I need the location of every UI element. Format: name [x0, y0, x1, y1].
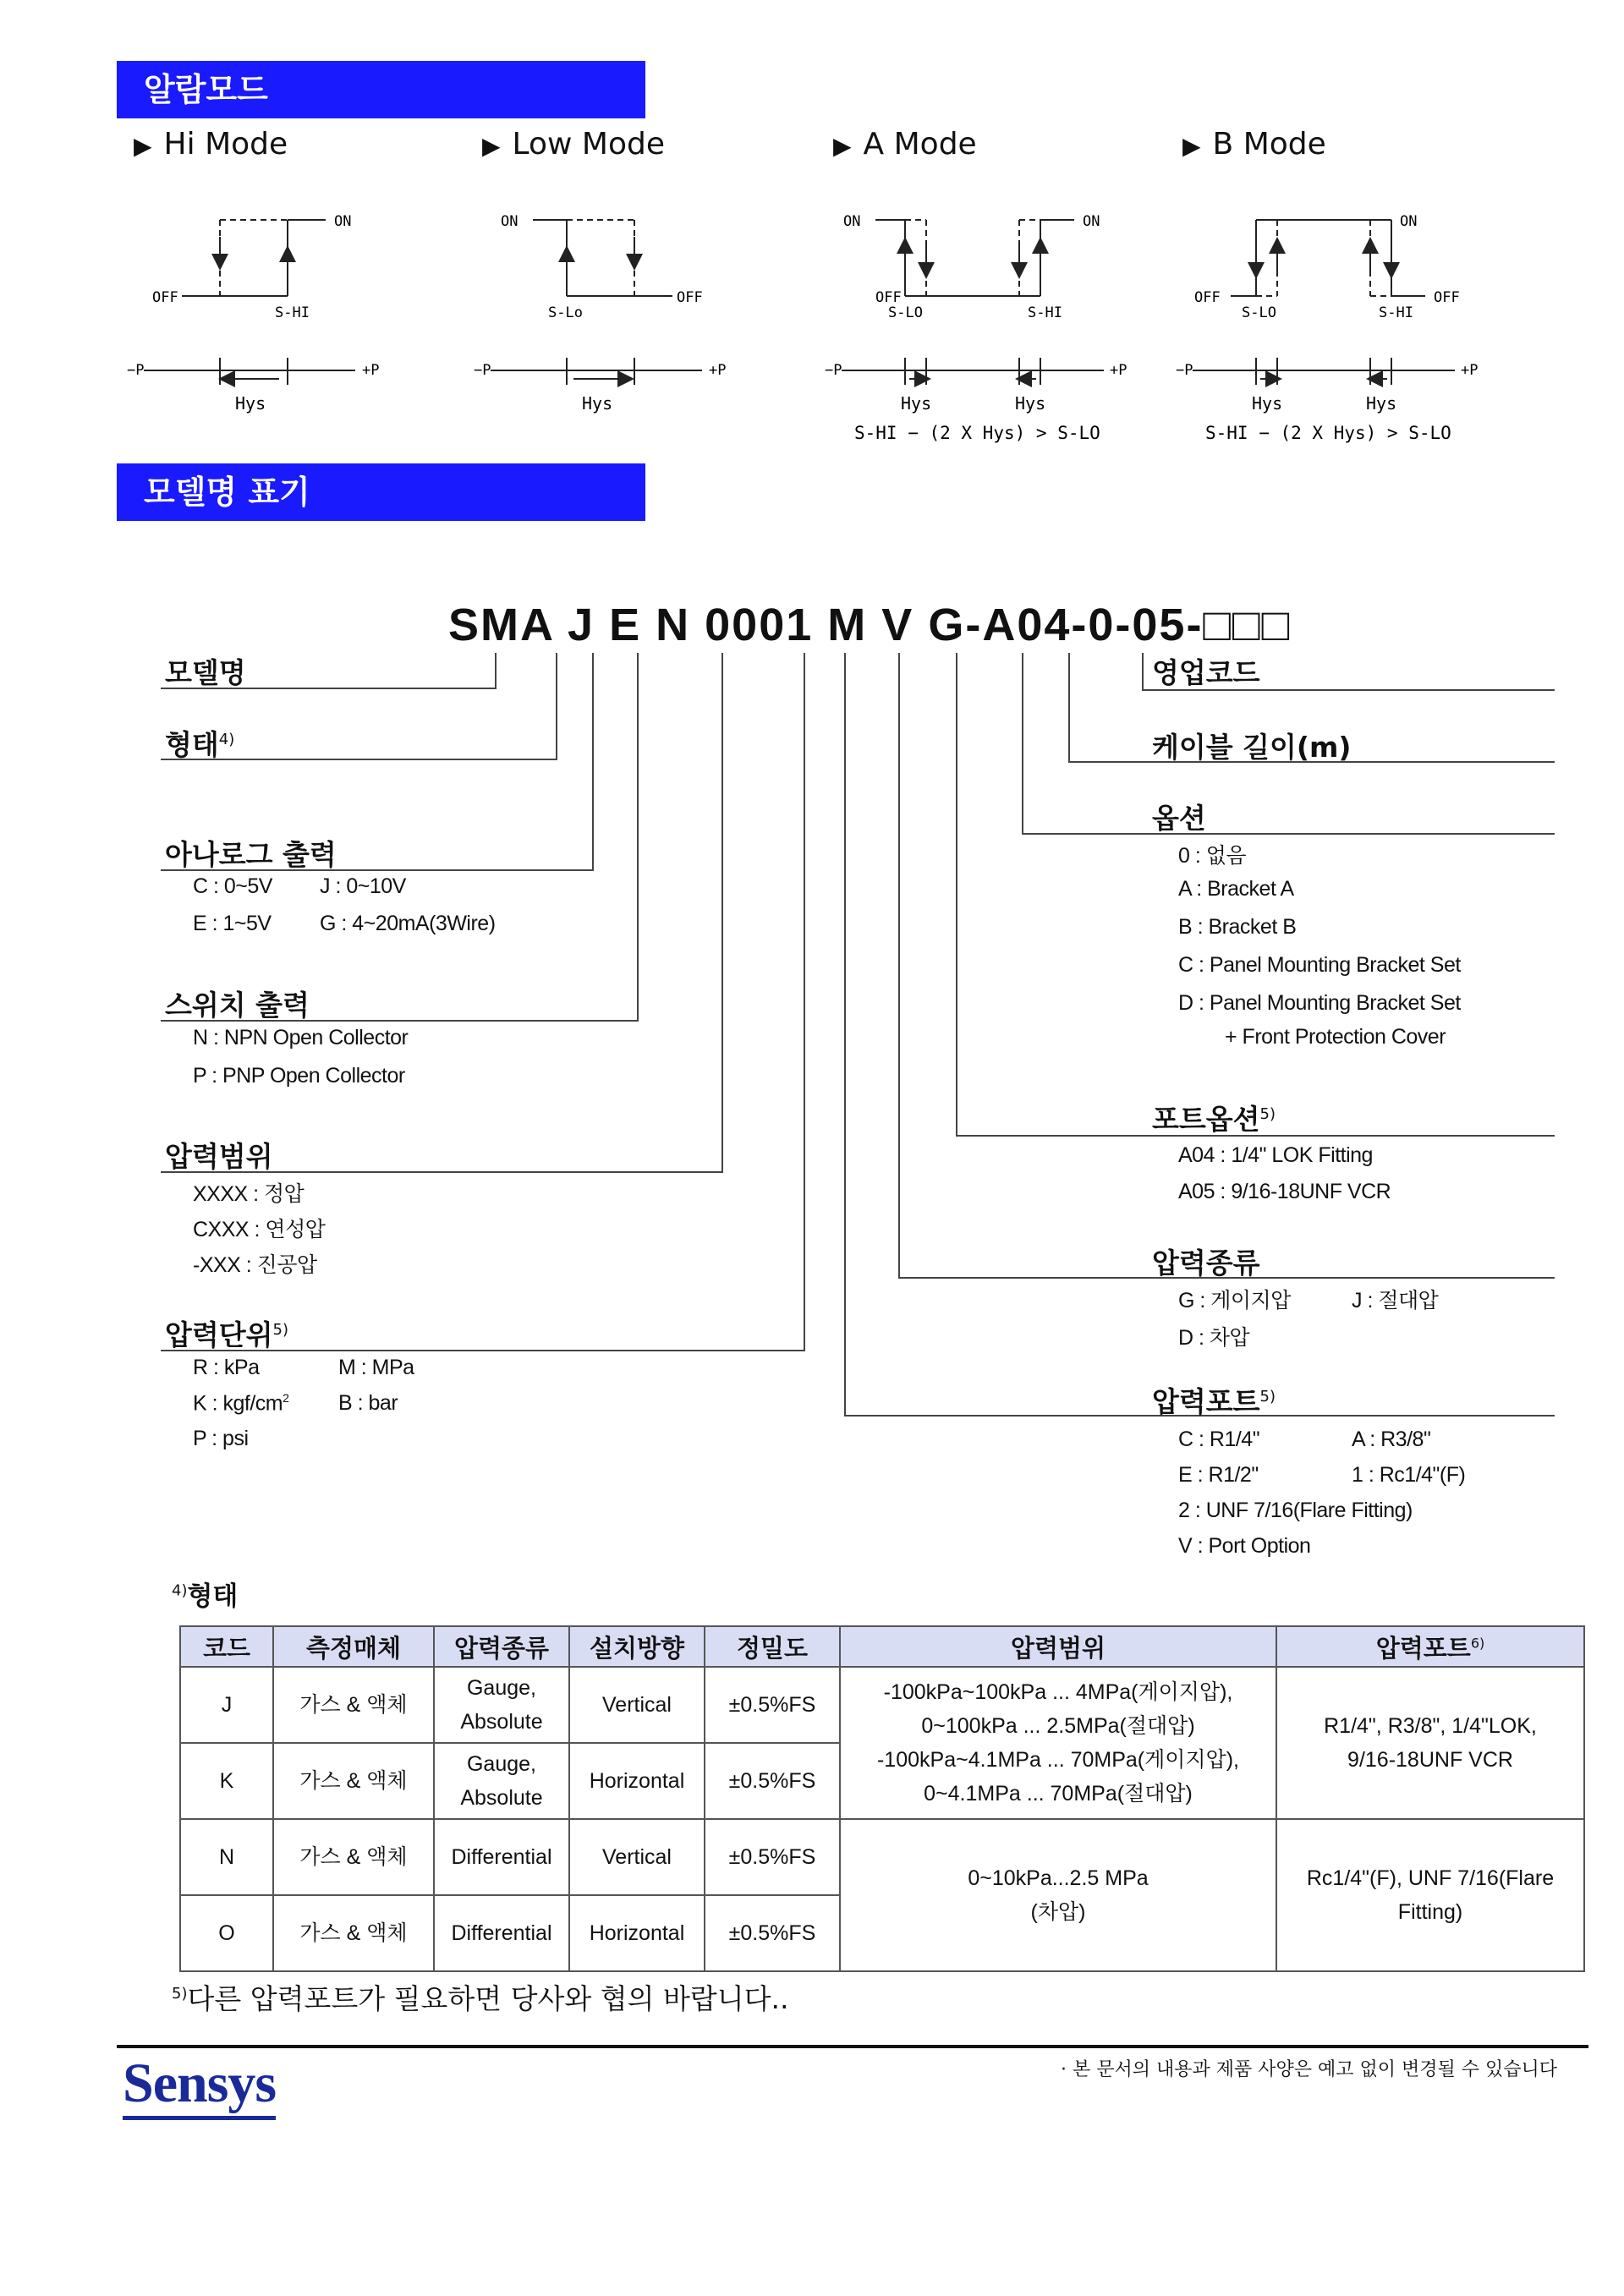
svg-text:ON: ON — [501, 213, 518, 230]
unit-item: P : psi — [193, 1427, 249, 1450]
svg-text:+P: +P — [709, 362, 727, 379]
cat-model-name: 모델명 — [165, 656, 246, 689]
port-item: V : Port Option — [1178, 1534, 1311, 1558]
option-item: C : Panel Mounting Bracket Set — [1178, 953, 1461, 977]
type-item: J : 절대압 — [1352, 1289, 1439, 1312]
svg-text:S-HI: S-HI — [1028, 304, 1062, 321]
th-accuracy: 정밀도 — [705, 1626, 840, 1667]
svg-text:−P: −P — [825, 362, 842, 379]
svg-text:Hys: Hys — [1252, 393, 1283, 414]
cat-pressure-type: 압력종류 — [1152, 1247, 1260, 1280]
label-off: OFF — [152, 289, 178, 306]
section-title-alarm-mode: 알람모드 — [117, 61, 645, 118]
port-cell-jk: R1/4", R3/8", 1/4"LOK, 9/16-18UNF VCR — [1276, 1667, 1584, 1819]
table-row: N 가스 & 액체 Differential Vertical ±0.5%FS 0~10kPa...2.5 MPa (차압) Rc1/4"(F), UNF 7/16(Flare Fitting) — [180, 1819, 1584, 1895]
unit-item: B : bar — [338, 1391, 398, 1415]
code-seg-unit: M — [827, 600, 868, 650]
port-option-item: A04 : 1/4" LOK Fitting — [1178, 1143, 1373, 1167]
port-item: 1 : Rc1/4"(F) — [1352, 1463, 1466, 1487]
model-code — [448, 599, 1291, 651]
analog-item: J : 0~10V — [320, 874, 406, 898]
option-item: 0 : 없음 — [1178, 844, 1247, 868]
port-item: C : R1/4" — [1178, 1427, 1260, 1451]
code-seg-sma: SMA — [448, 600, 553, 650]
svg-text:ON: ON — [1083, 213, 1100, 230]
formula-b: S-HI − (2 X Hys) > S-LO — [1205, 423, 1451, 443]
svg-text:S-HI: S-HI — [1379, 304, 1413, 321]
svg-text:ON: ON — [1400, 213, 1418, 230]
analog-item: G : 4~20mA(3Wire) — [320, 912, 496, 935]
cat-port-option: 포트옵션$^{5)}$ — [1152, 1103, 1276, 1136]
cat-analog-output: 아나로그 출력 — [165, 838, 337, 871]
switch-item: P : PNP Open Collector — [193, 1064, 405, 1088]
port-item: E : R1/2" — [1178, 1463, 1259, 1487]
b-mode-diagram — [1176, 203, 1480, 457]
cat-pressure-port: 압력포트$^{5)}$ — [1152, 1385, 1276, 1418]
code-seg-analog: E — [609, 600, 642, 650]
code-seg-switch: N — [656, 600, 691, 650]
svg-text:OFF: OFF — [677, 289, 703, 306]
type-item: G : 게이지압 — [1178, 1289, 1291, 1312]
table-row: O 가스 & 액체 Differential Horizontal ±0.5%FS — [180, 1895, 1584, 1971]
footnote: $^{5)}$다른 압력포트가 필요하면 당사와 협의 바랍니다.. — [172, 1982, 789, 2015]
label-minus-p: −P — [127, 362, 145, 379]
svg-text:S-Lo: S-Lo — [548, 304, 583, 321]
svg-text:−P: −P — [474, 362, 491, 379]
code-seg-port: V — [881, 600, 914, 650]
th-range: 압력범위 — [840, 1626, 1276, 1667]
disclaimer-text: · 본 문서의 내용과 제품 사양은 예고 없이 변경될 수 있습니다 — [1061, 2059, 1557, 2080]
option-item: B : Bracket B — [1178, 915, 1297, 939]
cat-option: 옵션 — [1152, 802, 1206, 835]
svg-text:Hys: Hys — [1015, 393, 1046, 414]
code-seg-range: 0001 — [705, 600, 814, 650]
label-plus-p: +P — [362, 362, 380, 379]
svg-text:S-LO: S-LO — [1242, 304, 1276, 321]
mode-title-a: ▶ A Mode — [833, 127, 977, 162]
cat-pressure-unit: 압력단위$^{5)}$ — [165, 1318, 288, 1351]
svg-text:OFF: OFF — [1194, 289, 1221, 306]
mode-title-hi: ▶ Hi Mode — [134, 127, 288, 162]
th-port: 압력포트$^{6)}$ — [1276, 1626, 1584, 1667]
port-cell-no: Rc1/4"(F), UNF 7/16(Flare Fitting) — [1276, 1819, 1584, 1971]
analog-item: E : 1~5V — [193, 912, 272, 935]
analog-item: C : 0~5V — [193, 874, 272, 898]
svg-text:OFF: OFF — [875, 289, 902, 306]
svg-text:+P: +P — [1461, 362, 1479, 379]
form-spec-table — [179, 1625, 1585, 1972]
port-option-item: A05 : 9/16-18UNF VCR — [1178, 1180, 1391, 1203]
label-hys: Hys — [235, 393, 266, 414]
type-item: D : 차압 — [1178, 1326, 1250, 1350]
svg-text:+P: +P — [1110, 362, 1127, 379]
option-item: A : Bracket A — [1178, 877, 1294, 901]
option-item: + Front Protection Cover — [1225, 1025, 1446, 1049]
table-row: K 가스 & 액체 Gauge, Absolute Horizontal ±0.5%FS — [180, 1743, 1584, 1819]
cat-cable-length: 케이블 길이(m) — [1152, 731, 1352, 764]
table-row: J 가스 & 액체 Gauge, Absolute Vertical ±0.5%FS -100kPa~100kPa ... 4MPa(게이지압), 0~100kPa ... 2.5MPa(절대압) -100kPa~4.1MPa ... 70MPa(게이지압), 0~4.1MPa ... 70MPa(절대압) R1/4", R3/8", 1/4"LOK, 9/16-18UNF VCR — [180, 1667, 1584, 1743]
range-item: -XXX : 진공압 — [193, 1253, 317, 1277]
th-pressure-type: 압력종류 — [434, 1626, 569, 1667]
svg-text:Hys: Hys — [1366, 393, 1397, 414]
range-item: XXXX : 정압 — [193, 1182, 304, 1206]
unit-item: K : kgf/$cm^2$ — [193, 1391, 289, 1416]
switch-item: N : NPN Open Collector — [193, 1026, 409, 1049]
svg-text:Hys: Hys — [901, 393, 932, 414]
cat-form: 형태$^{4)}$ — [165, 728, 235, 761]
th-media: 측정매체 — [273, 1626, 434, 1667]
option-item: D : Panel Mounting Bracket Set — [1178, 991, 1461, 1015]
low-mode-diagram — [474, 203, 753, 457]
label-s-hi: S-HI — [275, 304, 310, 321]
label-on: ON — [334, 213, 352, 230]
svg-text:S-LO: S-LO — [888, 304, 923, 321]
port-item: 2 : UNF 7/16(Flare Fitting) — [1178, 1499, 1413, 1522]
cat-switch-output: 스위치 출력 — [165, 989, 310, 1022]
cat-sales-code: 영업코드 — [1152, 656, 1260, 689]
mode-title-low: ▶ Low Mode — [482, 127, 665, 162]
svg-text:−P: −P — [1176, 362, 1193, 379]
svg-text:Hys: Hys — [582, 393, 613, 414]
svg-text:OFF: OFF — [1434, 289, 1460, 306]
code-seg-rest: G-A04-0-05-□□□ — [928, 600, 1292, 650]
formula-a: S-HI − (2 X Hys) > S-LO — [854, 423, 1100, 443]
table-header-row — [180, 1626, 1584, 1667]
mode-title-b: ▶ B Mode — [1182, 127, 1326, 162]
a-mode-diagram — [825, 203, 1129, 457]
sensys-logo: Sensys — [123, 2052, 276, 2120]
th-code: 코드 — [180, 1626, 273, 1667]
footer-rule — [117, 2045, 1588, 2048]
unit-item: M : MPa — [338, 1356, 414, 1379]
section-title-model-naming: 모델명 표기 — [117, 463, 645, 521]
svg-text:ON: ON — [843, 213, 861, 230]
hi-mode-diagram — [127, 203, 406, 457]
range-item: CXXX : 연성압 — [193, 1218, 326, 1241]
port-item: A : R3/8" — [1352, 1427, 1431, 1451]
range-cell-jk: -100kPa~100kPa ... 4MPa(게이지압), 0~100kPa ... 2.5MPa(절대압) -100kPa~4.1MPa ... 70MPa(게이지압), 0~4.1MPa ... 70MPa(절대압) — [840, 1667, 1276, 1819]
unit-item: R : kPa — [193, 1356, 260, 1379]
form-table-title: $^{4)}$형태 — [172, 1581, 239, 1612]
range-cell-no: 0~10kPa...2.5 MPa (차압) — [840, 1819, 1276, 1971]
cat-pressure-range: 압력범위 — [165, 1140, 273, 1173]
code-seg-form: J — [568, 600, 595, 650]
th-direction: 설치방향 — [569, 1626, 705, 1667]
